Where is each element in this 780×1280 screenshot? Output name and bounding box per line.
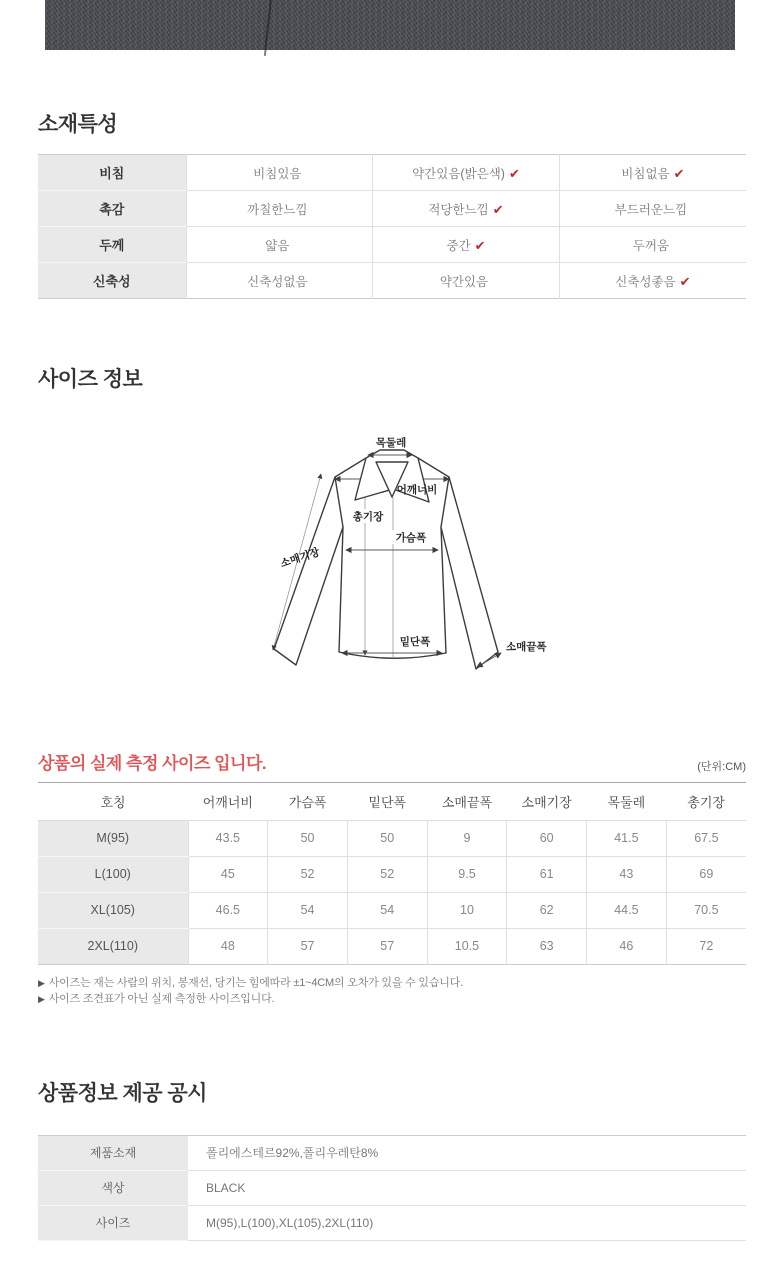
hem-label: 밑단폭 xyxy=(399,636,431,648)
triangle-bullet-icon: ▶ xyxy=(38,977,45,988)
table-row xyxy=(38,928,746,964)
material-option: 중간 ✔ xyxy=(373,227,560,263)
material-option: 비침없음 ✔ xyxy=(559,155,746,191)
size-name: M(95) xyxy=(38,820,188,856)
size-value: 44.5 xyxy=(587,892,667,928)
table-row xyxy=(38,892,746,928)
material-option: 적당한느낌 ✔ xyxy=(373,191,560,227)
size-value: 10.5 xyxy=(427,928,507,964)
col-header: 어깨너비 xyxy=(188,783,268,820)
shoulder-label: 어깨너비 xyxy=(396,484,438,496)
size-notes xyxy=(38,975,746,1007)
size-name: 2XL(110) xyxy=(38,928,188,964)
material-option: 까칠한느낌 xyxy=(186,191,373,227)
material-option: 얇음 xyxy=(186,227,373,263)
measured-size-title: 상품의 실제 측정 사이즈 입니다. xyxy=(38,754,267,773)
size-value: 46.5 xyxy=(188,892,268,928)
check-icon: ✔ xyxy=(492,201,504,217)
size-value: 45 xyxy=(188,856,268,892)
table-row xyxy=(38,1205,746,1240)
size-table xyxy=(38,783,746,965)
size-value: 72 xyxy=(666,928,746,964)
neck-label: 목둘레 xyxy=(375,437,407,449)
material-option: 약간있음 xyxy=(373,263,560,299)
col-header: 호칭 xyxy=(38,783,188,820)
col-header: 소매끝폭 xyxy=(427,783,507,820)
material-option: 약간있음(밝은색) ✔ xyxy=(373,155,560,191)
material-row-label: 두께 xyxy=(38,227,186,263)
table-row xyxy=(38,856,746,892)
size-value: 67.5 xyxy=(666,820,746,856)
check-icon: ✔ xyxy=(679,273,691,289)
size-value: 9 xyxy=(427,820,507,856)
size-value: 46 xyxy=(587,928,667,964)
info-value: M(95),L(100),XL(105),2XL(110) xyxy=(188,1205,746,1240)
size-value: 69 xyxy=(666,856,746,892)
table-row xyxy=(38,1135,746,1170)
size-value: 43.5 xyxy=(188,820,268,856)
size-value: 50 xyxy=(347,820,427,856)
chest-label: 가슴폭 xyxy=(395,532,427,544)
info-label: 사이즈 xyxy=(38,1205,188,1240)
size-value: 10 xyxy=(427,892,507,928)
info-value: 폴리에스테르92%,폴리우레탄8% xyxy=(188,1135,746,1170)
material-option: 신축성없음 xyxy=(186,263,373,299)
content-column xyxy=(38,0,746,1241)
product-info-table xyxy=(38,1135,746,1241)
size-value: 9.5 xyxy=(427,856,507,892)
sleeve-length-label: 소매기장 xyxy=(278,546,322,571)
material-option: 부드러운느낌 xyxy=(559,191,746,227)
size-value: 60 xyxy=(507,820,587,856)
right-underarm-line xyxy=(441,477,449,527)
cuff-label: 소매끝폭 xyxy=(506,641,547,653)
size-value: 57 xyxy=(347,928,427,964)
cuff-width-arrow xyxy=(477,653,501,667)
size-value: 52 xyxy=(347,856,427,892)
note-line: ▶ 사이즈는 재는 사람의 위치, 봉재선, 당기는 힘에따라 ±1~4CM의 오차가 있을 수 있습니다. xyxy=(38,976,463,989)
check-icon: ✔ xyxy=(673,165,685,181)
col-header: 밑단폭 xyxy=(347,783,427,820)
left-underarm-line xyxy=(335,477,343,527)
product-info-section-title: 상품정보 제공 공시 xyxy=(38,1081,207,1105)
material-row-label: 촉감 xyxy=(38,191,186,227)
table-row xyxy=(38,191,746,227)
unit-label: (단위:CM) xyxy=(697,761,746,773)
col-header: 가슴폭 xyxy=(268,783,348,820)
material-row-label: 신축성 xyxy=(38,263,186,299)
material-section-title: 소재특성 xyxy=(38,113,118,136)
table-row xyxy=(38,155,746,191)
size-value: 63 xyxy=(507,928,587,964)
col-header: 소매기장 xyxy=(507,783,587,820)
col-header: 목둘레 xyxy=(587,783,667,820)
table-row xyxy=(38,227,746,263)
size-value: 70.5 xyxy=(666,892,746,928)
material-table xyxy=(38,154,746,299)
material-row-label: 비침 xyxy=(38,155,186,191)
size-value: 50 xyxy=(268,820,348,856)
check-icon: ✔ xyxy=(508,165,520,181)
triangle-bullet-icon: ▶ xyxy=(38,993,45,1004)
material-option: 신축성좋음 ✔ xyxy=(559,263,746,299)
size-value: 61 xyxy=(507,856,587,892)
size-value: 41.5 xyxy=(587,820,667,856)
size-value: 54 xyxy=(347,892,427,928)
size-name: XL(105) xyxy=(38,892,188,928)
size-section-title: 사이즈 정보 xyxy=(38,368,143,391)
total-length-label: 총기장 xyxy=(352,511,384,523)
col-header: 총기장 xyxy=(666,783,746,820)
size-value: 62 xyxy=(507,892,587,928)
size-value: 52 xyxy=(268,856,348,892)
info-label: 색상 xyxy=(38,1170,188,1205)
material-option: 두꺼움 xyxy=(559,227,746,263)
material-option: 비침있음 xyxy=(186,155,373,191)
measured-size-header xyxy=(38,749,746,783)
size-value: 54 xyxy=(268,892,348,928)
shirt-measurement-diagram xyxy=(230,417,570,717)
size-name: L(100) xyxy=(38,856,188,892)
info-label: 제품소재 xyxy=(38,1135,188,1170)
size-value: 48 xyxy=(188,928,268,964)
size-table-header-row xyxy=(38,783,746,820)
table-row xyxy=(38,1170,746,1205)
size-diagram xyxy=(38,393,746,705)
table-row xyxy=(38,820,746,856)
check-icon: ✔ xyxy=(474,237,486,253)
note-line: ▶ 사이즈 조견표가 아닌 실제 측정한 사이즈입니다. xyxy=(38,992,275,1005)
size-value: 57 xyxy=(268,928,348,964)
table-row xyxy=(38,263,746,299)
size-value: 43 xyxy=(587,856,667,892)
info-value: BLACK xyxy=(188,1170,746,1205)
